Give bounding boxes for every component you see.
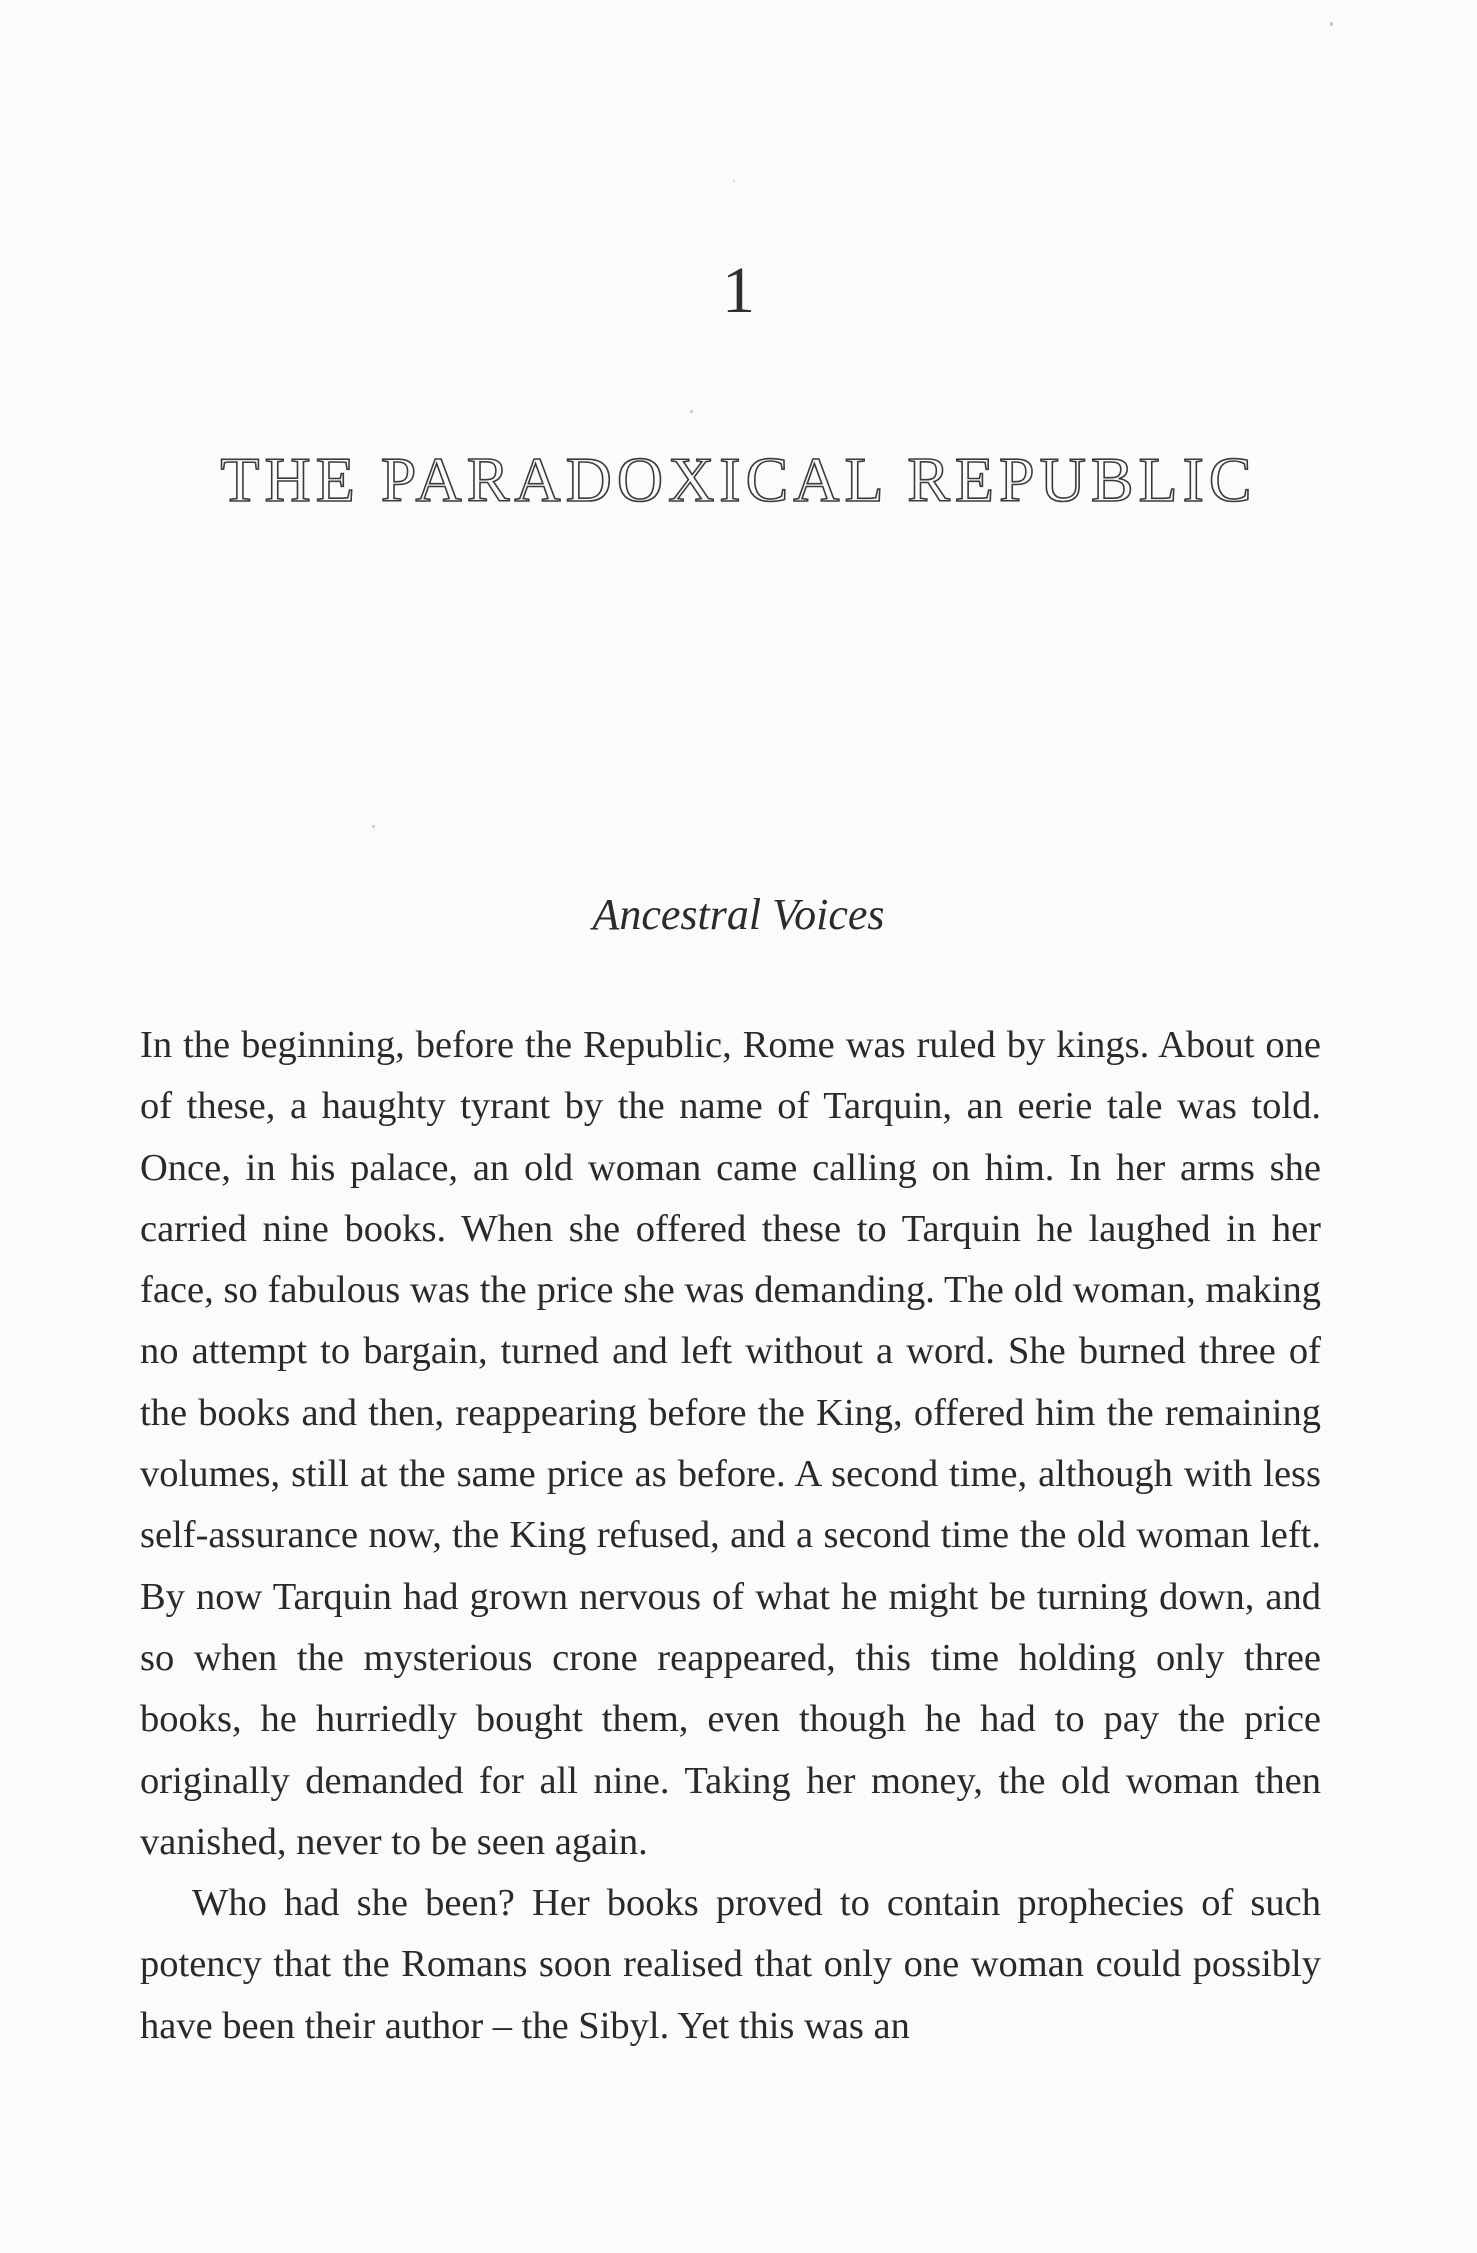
paper-speck xyxy=(690,410,693,413)
paragraph: Who had she been? Her books proved to contain prophecies of such potency that the Romans soon realised that only one woman could possibly have been their author – the Sibyl. Yet this was an xyxy=(140,1882,1321,2047)
chapter-title: THE PARADOXICAL REPUBLIC xyxy=(220,444,1257,515)
chapter-number: 1 xyxy=(722,254,755,327)
paper-speck xyxy=(733,180,735,182)
paragraph: In the beginning, before the Republic, Rome was ruled by kings. About one of these, a haughty tyrant by the name of Tarquin, an eerie tale was told. Once, in his palace, an old woman came calling on him. In her arms she carried nine books. When she offered these to Tarquin he laughed in her face, so fabulous was the price she was demanding. The old woman, making no attempt to bargain, turned and left without a word. She burned three of the books and then, reappearing before the King, offered him the remaining volumes, still at the same price as before. A second time, although with less self-assurance now, the King refused, and a second time the old woman left. By now Tarquin had grown nervous of what he might be turning down, and so when the mysterious crone reappeared, this time holding only three books, he hurriedly bought them, even though he had to pay the price originally demanded for all nine. Taking her money, the old woman then vanished, never to be seen again. xyxy=(140,1024,1321,1863)
body-text xyxy=(140,1015,1321,2057)
section-title: Ancestral Voices xyxy=(592,890,885,939)
paper-speck xyxy=(372,825,375,828)
paper-speck xyxy=(1330,22,1333,26)
